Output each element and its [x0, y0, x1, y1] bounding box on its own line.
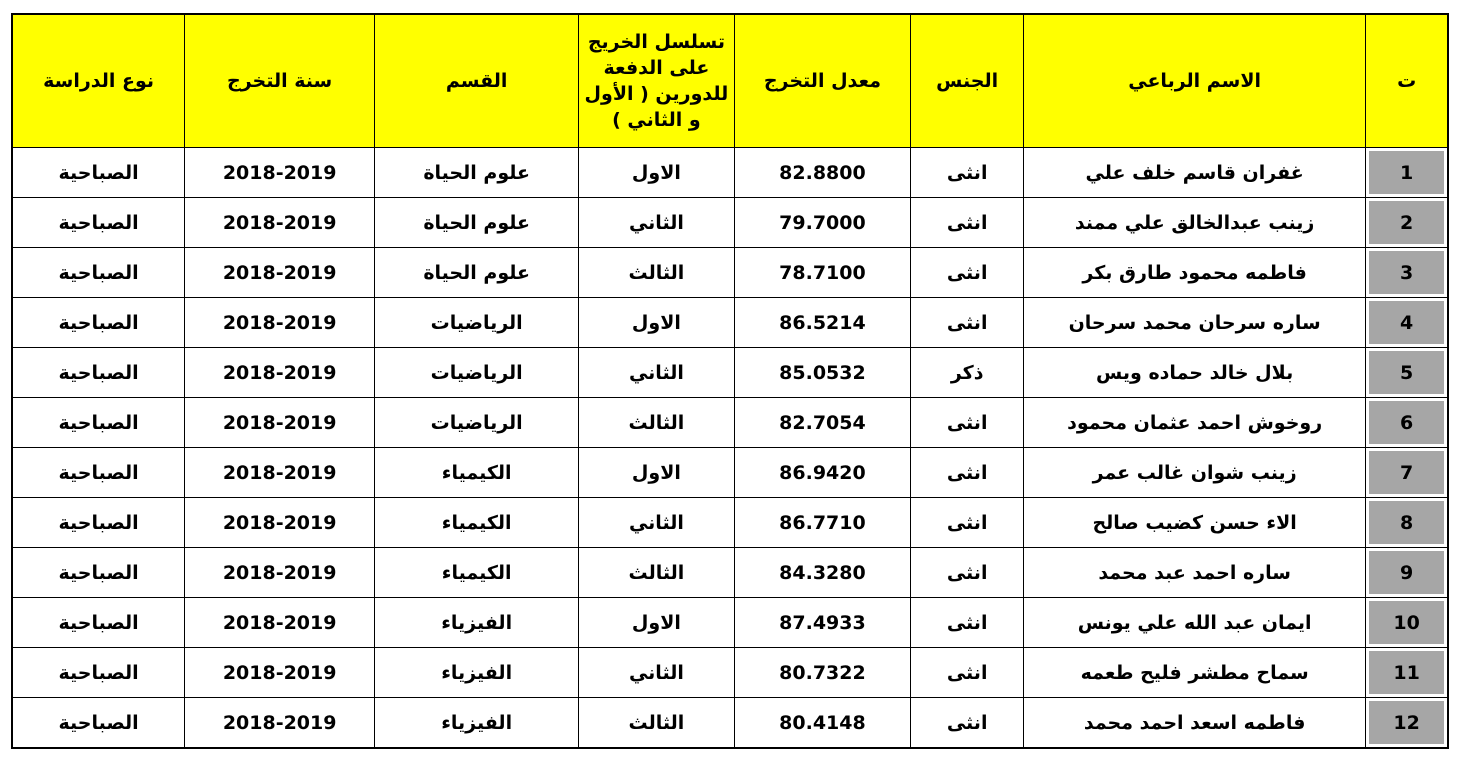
- cell-index: [1366, 298, 1448, 348]
- cell-department: الرياضيات: [375, 348, 579, 398]
- cell-name: زينب عبدالخالق علي ممند: [1024, 198, 1366, 248]
- table-row: [12, 498, 1448, 548]
- cell-name: غفران قاسم خلف علي: [1024, 148, 1366, 198]
- cell-study-type: الصباحية: [12, 698, 185, 749]
- cell-rank: الثالث: [579, 698, 734, 749]
- cell-department: الكيمياء: [375, 548, 579, 598]
- graduates-sheet: [11, 13, 1449, 749]
- cell-name: زينب شوان غالب عمر: [1024, 448, 1366, 498]
- cell-gender: انثى: [911, 298, 1024, 348]
- cell-index: [1366, 698, 1448, 749]
- cell-year: 2018-2019: [185, 198, 375, 248]
- header-name: الاسم الرباعي: [1024, 14, 1366, 148]
- header-department: القسم: [375, 14, 579, 148]
- cell-department: الفيزياء: [375, 648, 579, 698]
- table-row: [12, 648, 1448, 698]
- table-row: [12, 198, 1448, 248]
- cell-name: بلال خالد حماده ويس: [1024, 348, 1366, 398]
- cell-gpa: 86.5214: [734, 298, 911, 348]
- cell-index: [1366, 648, 1448, 698]
- cell-gender: انثى: [911, 648, 1024, 698]
- cell-rank: الثاني: [579, 648, 734, 698]
- cell-name: فاطمه محمود طارق بكر: [1024, 248, 1366, 298]
- table-row: [12, 398, 1448, 448]
- cell-department: الرياضيات: [375, 398, 579, 448]
- table-row: [12, 548, 1448, 598]
- cell-index: [1366, 498, 1448, 548]
- cell-rank: الثالث: [579, 398, 734, 448]
- cell-year: 2018-2019: [185, 548, 375, 598]
- cell-gpa: 86.7710: [734, 498, 911, 548]
- cell-rank: الاول: [579, 148, 734, 198]
- table-row: [12, 698, 1448, 749]
- row-number: 10: [1366, 598, 1447, 647]
- cell-gpa: 82.7054: [734, 398, 911, 448]
- cell-index: [1366, 348, 1448, 398]
- table-row: [12, 148, 1448, 198]
- row-number: 6: [1366, 398, 1447, 447]
- cell-gpa: 80.7322: [734, 648, 911, 698]
- cell-study-type: الصباحية: [12, 498, 185, 548]
- cell-rank: الثالث: [579, 248, 734, 298]
- cell-name: ساره سرحان محمد سرحان: [1024, 298, 1366, 348]
- header-rank: تسلسل الخريج على الدفعة للدورين ( الأول و الثاني ): [579, 14, 734, 148]
- header-index: ت: [1366, 14, 1448, 148]
- cell-gender: انثى: [911, 198, 1024, 248]
- cell-gender: انثى: [911, 448, 1024, 498]
- cell-department: علوم الحياة: [375, 198, 579, 248]
- cell-department: الفيزياء: [375, 598, 579, 648]
- header-study-type: نوع الدراسة: [12, 14, 185, 148]
- cell-rank: الاول: [579, 298, 734, 348]
- cell-department: علوم الحياة: [375, 148, 579, 198]
- cell-index: [1366, 398, 1448, 448]
- cell-gender: انثى: [911, 398, 1024, 448]
- cell-name: ساره احمد عبد محمد: [1024, 548, 1366, 598]
- cell-index: [1366, 248, 1448, 298]
- table-body: [12, 148, 1448, 749]
- cell-gpa: 80.4148: [734, 698, 911, 749]
- row-number: 1: [1366, 148, 1447, 197]
- cell-rank: الثالث: [579, 548, 734, 598]
- cell-index: [1366, 598, 1448, 648]
- cell-study-type: الصباحية: [12, 648, 185, 698]
- cell-study-type: الصباحية: [12, 198, 185, 248]
- cell-index: [1366, 548, 1448, 598]
- cell-gpa: 79.7000: [734, 198, 911, 248]
- cell-name: روخوش احمد عثمان محمود: [1024, 398, 1366, 448]
- cell-rank: الثاني: [579, 198, 734, 248]
- cell-rank: الاول: [579, 448, 734, 498]
- cell-gender: انثى: [911, 248, 1024, 298]
- table-row: [12, 248, 1448, 298]
- cell-year: 2018-2019: [185, 598, 375, 648]
- cell-study-type: الصباحية: [12, 548, 185, 598]
- cell-name: الاء حسن كضيب صالح: [1024, 498, 1366, 548]
- cell-gpa: 85.0532: [734, 348, 911, 398]
- cell-index: [1366, 198, 1448, 248]
- cell-department: علوم الحياة: [375, 248, 579, 298]
- cell-year: 2018-2019: [185, 448, 375, 498]
- cell-year: 2018-2019: [185, 298, 375, 348]
- cell-study-type: الصباحية: [12, 298, 185, 348]
- row-number: 9: [1366, 548, 1447, 597]
- cell-gpa: 87.4933: [734, 598, 911, 648]
- cell-study-type: الصباحية: [12, 348, 185, 398]
- cell-department: الفيزياء: [375, 698, 579, 749]
- cell-index: [1366, 448, 1448, 498]
- cell-gender: انثى: [911, 498, 1024, 548]
- cell-year: 2018-2019: [185, 348, 375, 398]
- cell-gpa: 86.9420: [734, 448, 911, 498]
- cell-year: 2018-2019: [185, 398, 375, 448]
- cell-gender: انثى: [911, 148, 1024, 198]
- cell-gpa: 78.7100: [734, 248, 911, 298]
- cell-gender: انثى: [911, 598, 1024, 648]
- cell-year: 2018-2019: [185, 148, 375, 198]
- cell-rank: الثاني: [579, 348, 734, 398]
- cell-rank: الاول: [579, 598, 734, 648]
- cell-year: 2018-2019: [185, 698, 375, 749]
- cell-gender: ذكر: [911, 348, 1024, 398]
- cell-study-type: الصباحية: [12, 398, 185, 448]
- cell-study-type: الصباحية: [12, 598, 185, 648]
- table-row: [12, 448, 1448, 498]
- cell-department: الرياضيات: [375, 298, 579, 348]
- cell-name: فاطمه اسعد احمد محمد: [1024, 698, 1366, 749]
- row-number: 4: [1366, 298, 1447, 347]
- header-row: [12, 14, 1448, 148]
- table-row: [12, 298, 1448, 348]
- cell-department: الكيمياء: [375, 448, 579, 498]
- cell-year: 2018-2019: [185, 648, 375, 698]
- cell-name: ايمان عبد الله علي يونس: [1024, 598, 1366, 648]
- row-number: 3: [1366, 248, 1447, 297]
- cell-index: [1366, 148, 1448, 198]
- row-number: 2: [1366, 198, 1447, 247]
- cell-study-type: الصباحية: [12, 248, 185, 298]
- header-gender: الجنس: [911, 14, 1024, 148]
- row-number: 7: [1366, 448, 1447, 497]
- graduates-table: [11, 13, 1449, 749]
- header-year: سنة التخرج: [185, 14, 375, 148]
- row-number: 8: [1366, 498, 1447, 547]
- header-gpa: معدل التخرج: [734, 14, 911, 148]
- table-row: [12, 598, 1448, 648]
- row-number: 12: [1366, 698, 1447, 747]
- cell-name: سماح مطشر فليح طعمه: [1024, 648, 1366, 698]
- cell-gpa: 82.8800: [734, 148, 911, 198]
- cell-year: 2018-2019: [185, 248, 375, 298]
- table-row: [12, 348, 1448, 398]
- cell-gender: انثى: [911, 698, 1024, 749]
- row-number: 11: [1366, 648, 1447, 697]
- cell-gender: انثى: [911, 548, 1024, 598]
- cell-study-type: الصباحية: [12, 148, 185, 198]
- cell-gpa: 84.3280: [734, 548, 911, 598]
- cell-study-type: الصباحية: [12, 448, 185, 498]
- cell-rank: الثاني: [579, 498, 734, 548]
- cell-department: الكيمياء: [375, 498, 579, 548]
- cell-year: 2018-2019: [185, 498, 375, 548]
- row-number: 5: [1366, 348, 1447, 397]
